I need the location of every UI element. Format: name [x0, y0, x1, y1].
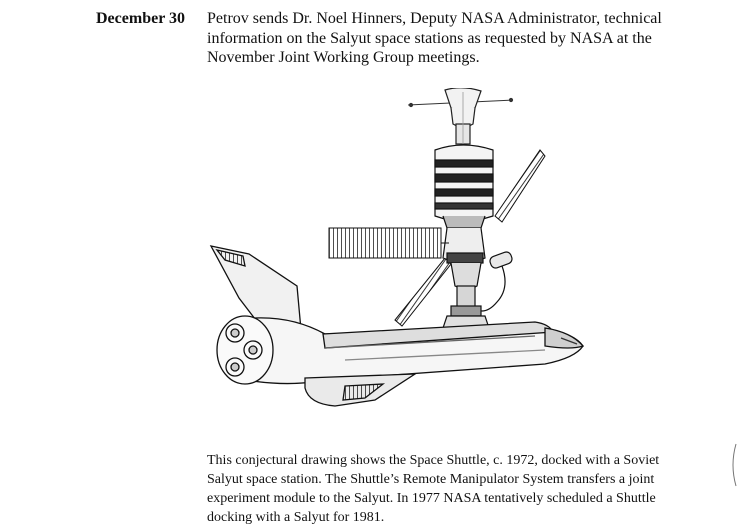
page-edge-mark: [728, 440, 737, 490]
entry-text-line: information on the Salyut space stations as requested by NASA at the: [207, 29, 652, 47]
figure-caption: [207, 451, 712, 527]
entry-date: December 30: [96, 10, 185, 27]
entry-text-line: Petrov sends Dr. Noel Hinners, Deputy NASA Administrator, technical: [207, 10, 662, 27]
entry-text: [207, 9, 717, 68]
caption-line: experiment module to the Salyut. In 1977 NASA tentatively scheduled a Shuttle: [207, 491, 656, 506]
shuttle-salyut-illustration: [205, 88, 605, 418]
shuttle-engines: [217, 316, 273, 384]
caption-line: Salyut space station. The Shuttle’s Remote Manipulator System transfers a joint: [207, 472, 655, 487]
entry-text-line: November Joint Working Group meetings.: [207, 49, 480, 66]
docking-port-top: [445, 88, 481, 144]
docking-adapter: [443, 286, 489, 328]
caption-line: This conjectural drawing shows the Space Shuttle, c. 1972, docked with a Soviet: [207, 453, 660, 468]
caption-line: docking with a Salyut for 1981.: [207, 510, 385, 525]
solar-array-left: [329, 228, 449, 258]
shuttle-wing: [305, 374, 415, 406]
